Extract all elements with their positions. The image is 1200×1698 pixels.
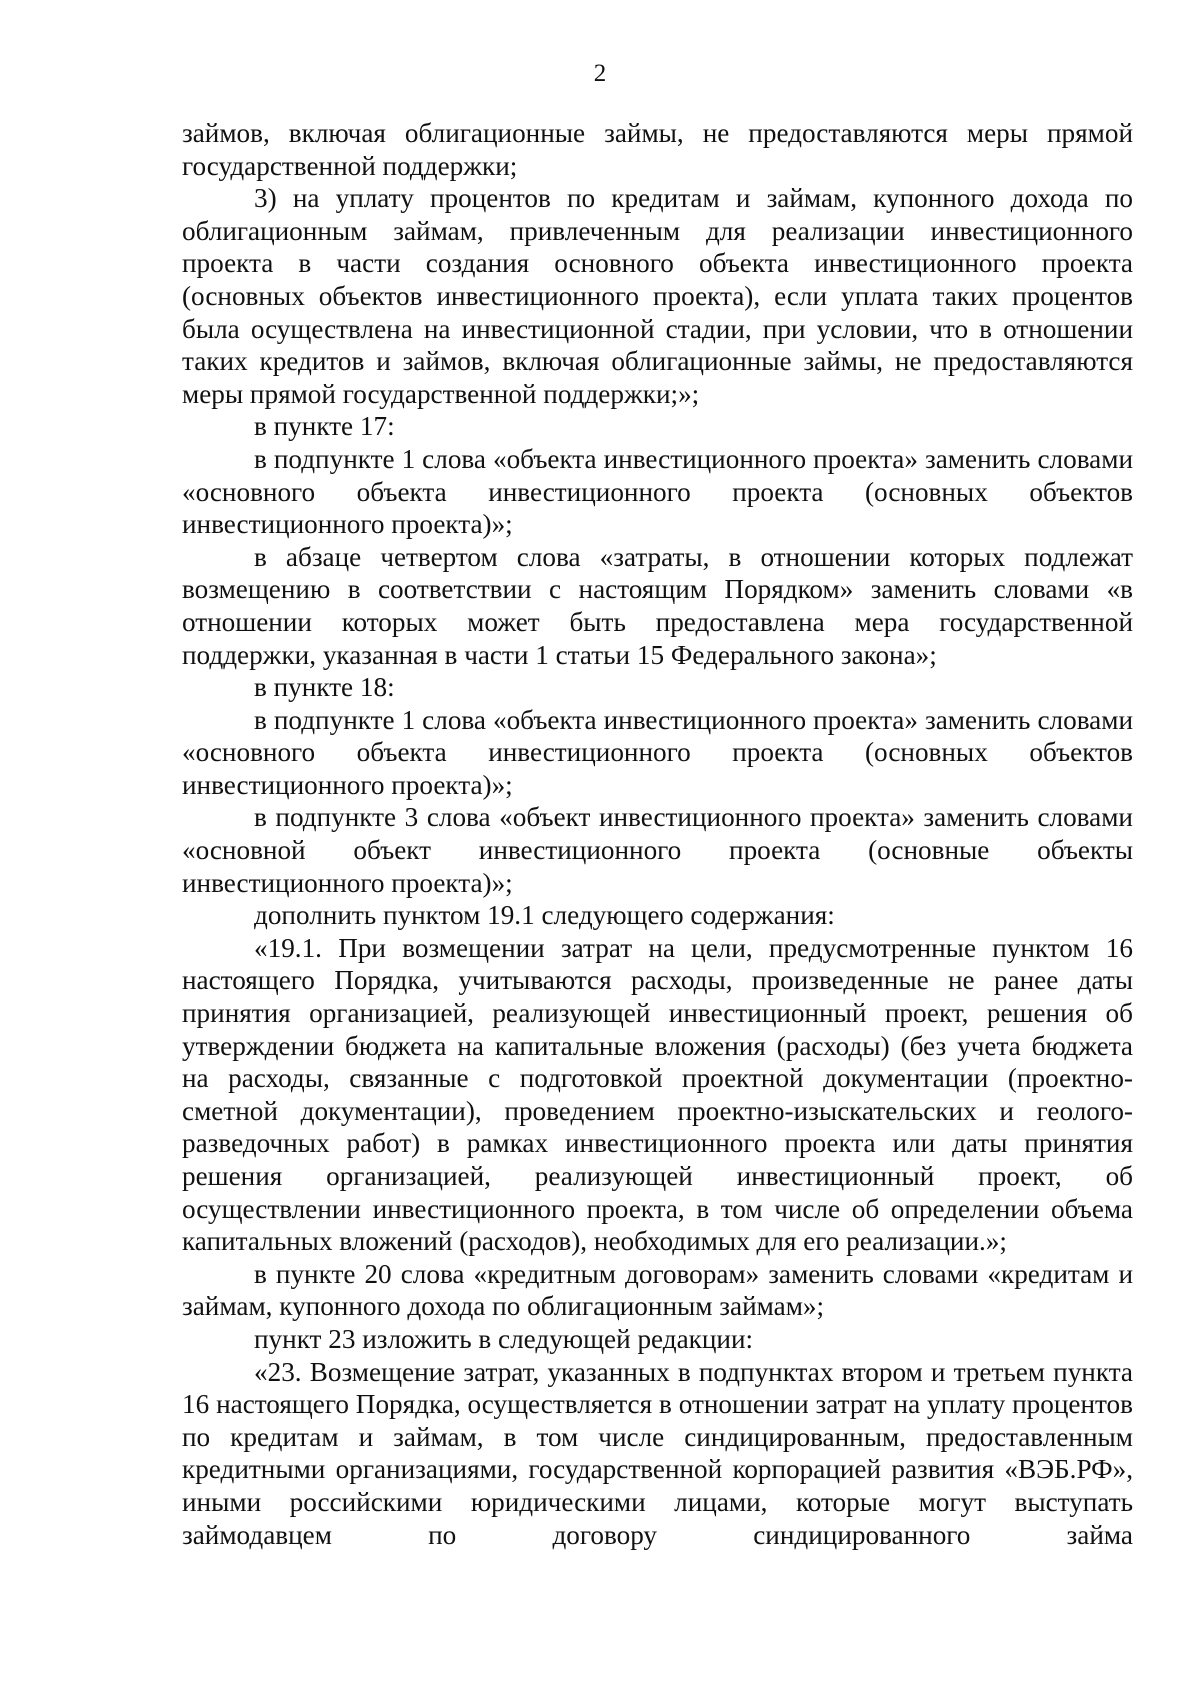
paragraph-add-19-1: дополнить пунктом 19.1 следующего содержания:	[254, 900, 835, 931]
paragraph-item-23-text: «23. Возмещение затрат, указанных в подпунктах втором и третьем пункта 16 настоящего Порядка, осуществляется в отношении затрат на уплату процентов по кредитам и займам, в том числе синдицированным, предоставленным кредитными организациями, государственной корпорацией развития «ВЭБ.РФ», иными российскими юридическими лицами, которые могут выступать займодавцем по договору синдицированного займа	[182, 1356, 1133, 1550]
document-body	[182, 117, 1133, 1551]
paragraph-item-23-heading: пункт 23 изложить в следующей редакции:	[254, 1323, 754, 1354]
paragraph-continuation: займов, включая облигационные займы, не предоставляются меры прямой государственной поддержки;	[182, 118, 1133, 181]
paragraph-item-17-sub-1: в подпункте 1 слова «объекта инвестиционного проекта» заменить словами «основного объекта инвестиционного проекта (основных объектов инвестиционного проекта)»;	[182, 443, 1133, 540]
paragraph-item-19-1-text: «19.1. При возмещении затрат на цели, предусмотренные пунктом 16 настоящего Порядка, учитываются расходы, произведенные не ранее даты принятия организацией, реализующей инвестиционный проект, решения об утверждении бюджета на капитальные вложения (расходы) (без учета бюджета на расходы, связанные с подготовкой проектной документации (проектно-сметной документации), проведением проектно-изыскательских и геолого-разведочных работ) в рамках инвестиционного проекта или даты принятия решения организацией, реализующей инвестиционный проект, об осуществлении инвестиционного проекта, в том числе об определении объема капитальных вложений (расходов), необходимых для его реализации.»;	[182, 932, 1133, 1257]
paragraph-item-18-sub-1: в подпункте 1 слова «объекта инвестиционного проекта» заменить словами «основного объекта инвестиционного проекта (основных объектов инвестиционного проекта)»;	[182, 704, 1133, 800]
paragraph-item-18-sub-3: в подпункте 3 слова «объект инвестиционного проекта» заменить словами «основной объект инвестиционного проекта (основные объекты инвестиционного проекта)»;	[182, 802, 1133, 898]
paragraph-item-20: в пункте 20 слова «кредитным договорам» заменить словами «кредитам и займам, купонного дохода по облигационным займам»;	[182, 1258, 1133, 1322]
paragraph-item-17-abzac-4: в абзаце четвертом слова «затраты, в отношении которых подлежат возмещению в соответствии с настоящим Порядком» заменить словами «в отношении которых может быть предоставлена мера государственной поддержки, указанная в части 1 статьи 15 Федерального закона»;	[182, 541, 1133, 670]
paragraph-subitem-3: 3) на уплату процентов по кредитам и займам, купонного дохода по облигационным займам, привлеченным для реализации инвестиционного проекта в части создания основного объекта инвестиционного проекта (основных объектов инвестиционного проекта), если уплата таких процентов была осуществлена на инвестиционной стадии, при условии, что в отношении таких кредитов и займов, включая облигационные займы, не предоставляются меры прямой государственной поддержки;»;	[182, 183, 1133, 409]
paragraph-item-17-heading: в пункте 17:	[254, 411, 395, 442]
page-number: 2	[593, 60, 607, 87]
paragraph-item-18-heading: в пункте 18:	[254, 672, 395, 703]
